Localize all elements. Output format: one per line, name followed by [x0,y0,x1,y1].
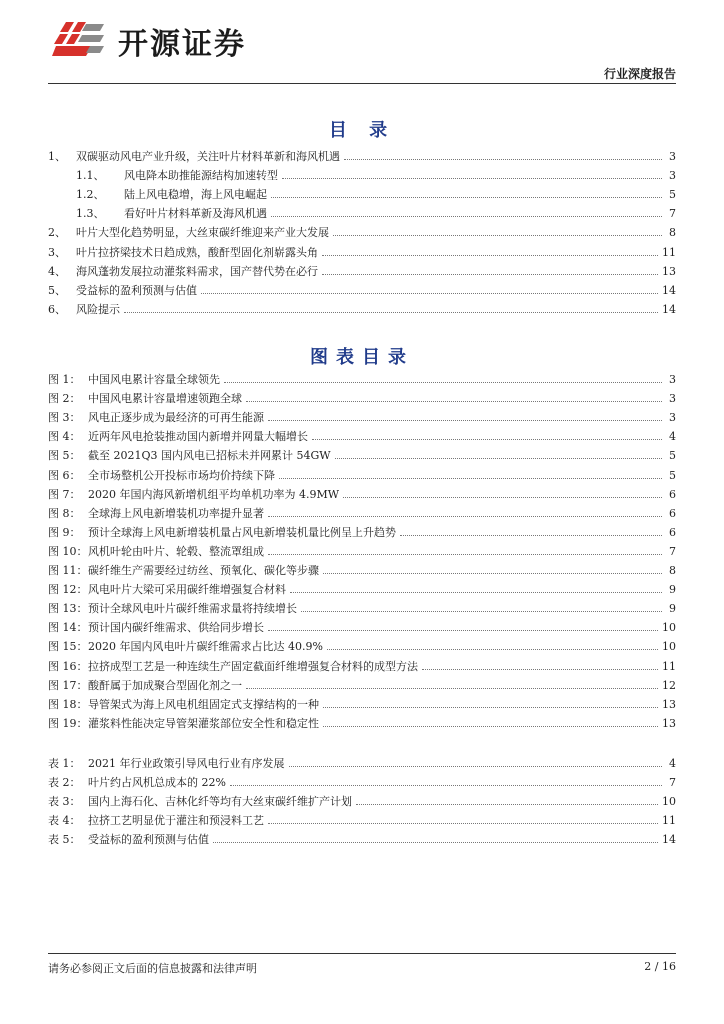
figure-entry-title: 风电叶片大梁可采用碳纤维增强复合材料 [88,583,286,597]
figure-entry-number: 图 2： [48,392,81,406]
toc-entry-title: 双碳驱动风电产业升级，关注叶片材料革新和海风机遇 [76,150,340,164]
figure-entry-number: 图 14： [48,621,88,635]
toc-entry[interactable] [48,297,676,316]
toc-entry[interactable] [48,182,676,201]
figure-entry-page: 6 [669,487,676,501]
logo-mark-icon [52,18,112,64]
figure-entry-number: 图 18： [48,697,88,711]
toc-entry-number: 1.2、 [76,188,105,202]
figure-entry[interactable] [48,558,676,577]
figure-entry-title: 全市场整机公开投标市场均价持续下降 [88,468,275,482]
toc-entry-page: 3 [669,169,676,183]
toc-entry-number: 2、 [48,226,66,240]
dot-leader [289,766,663,767]
toc-entry-number: 3、 [48,245,66,259]
figure-entry-page: 3 [669,392,676,406]
figure-entry-page: 5 [669,468,676,482]
figure-entry-title: 灌浆料性能决定导管架灌浆部位安全性和稳定性 [88,716,319,730]
dot-leader [343,497,662,498]
dot-leader [323,726,658,727]
toc-entry-page: 7 [669,207,676,221]
toc-entry[interactable] [48,201,676,220]
table-entry-title: 国内上海石化、吉林化纤等均有大丝束碳纤维扩产计划 [88,795,352,809]
dot-leader [312,439,662,440]
table-entry-page: 10 [662,795,676,809]
figure-entry-page: 9 [669,602,676,616]
figure-entry-title: 风机叶轮由叶片、轮毂、整流罩组成 [88,544,264,558]
figure-entry-number: 图 6： [48,468,81,482]
dot-leader [271,197,662,198]
dot-leader [333,235,662,236]
dot-leader [279,478,662,479]
figure-entry[interactable] [48,443,676,462]
figure-entry-number: 图 3： [48,411,81,425]
table-entry-title: 受益标的盈利预测与估值 [88,833,209,847]
figure-entry-title: 导管架式为海上风电机组固定式支撑结构的一种 [88,697,319,711]
toc-entry[interactable] [48,220,676,239]
figure-entry-title: 2020 年国内风电叶片碳纤维需求占比达 40.9% [88,640,323,654]
figures-heading: 图表目录 [310,347,414,368]
figure-entry-title: 碳纤维生产需要经过纺丝、预氧化、碳化等步骤 [88,564,319,578]
figure-entry-page: 12 [662,678,676,692]
figure-entry-title: 拉挤成型工艺是一种连续生产固定截面纤维增强复合材料的成型方法 [88,659,418,673]
toc-entry-number: 1.3、 [76,207,105,221]
toc-entry-title: 风险提示 [76,302,120,316]
figure-entry-title: 预计全球风电叶片碳纤维需求量将持续增长 [88,602,297,616]
table-entry-number: 表 4： [48,814,81,828]
figure-entry-page: 9 [669,583,676,597]
table-entry-title: 2021 年行业政策引导风电行业有序发展 [88,757,285,771]
tables-list [48,751,676,846]
figure-entry-number: 图 8： [48,506,81,520]
dot-leader [268,554,662,555]
figure-entry-number: 图 11： [48,564,88,578]
dot-leader [213,842,658,843]
company-logo [52,18,246,64]
toc-entry[interactable] [48,259,676,278]
toc-entry-page: 11 [662,245,676,259]
dot-leader [230,785,662,786]
figure-entry[interactable] [48,615,676,634]
figure-entry-number: 图 12： [48,583,88,597]
dot-leader [124,312,658,313]
figure-entry-number: 图 4： [48,430,81,444]
toc-list [48,144,676,316]
toc-entry-number: 1、 [48,150,66,164]
toc-entry-number: 5、 [48,283,66,297]
dot-leader [322,274,658,275]
dot-leader [290,592,662,593]
dot-leader [268,823,658,824]
toc-entry-title: 叶片大型化趋势明显，大丝束碳纤维迎来产业大发展 [76,226,329,240]
figure-entry-title: 预计国内碳纤维需求、供给同步增长 [88,621,264,635]
table-entry[interactable] [48,827,676,846]
toc-entry-page: 14 [662,283,676,297]
table-entry[interactable] [48,789,676,808]
dot-leader [344,159,662,160]
figure-entry-page: 4 [669,430,676,444]
figure-entry[interactable] [48,539,676,558]
figure-entry[interactable] [48,367,676,386]
figure-entry-number: 图 15： [48,640,88,654]
toc-entry-title: 看好叶片材料革新及海风机遇 [124,207,267,221]
table-entry-title: 拉挤工艺明显优于灌注和预浸料工艺 [88,814,264,828]
toc-entry-title: 叶片拉挤梁技术日趋成熟，酸酐型固化剂崭露头角 [76,245,318,259]
table-entry[interactable] [48,770,676,789]
toc-entry-page: 3 [669,150,676,164]
page-number: 2 / 16 [644,960,676,973]
dot-leader [268,630,658,631]
figure-entry[interactable] [48,577,676,596]
toc-entry-page: 14 [662,302,676,316]
toc-entry-number: 6、 [48,302,66,316]
dot-leader [268,420,662,421]
footer-disclaimer: 请务必参阅正文后面的信息披露和法律声明 [48,962,257,975]
dot-leader [335,458,662,459]
dot-leader [271,216,662,217]
logo-text: 开源证券 [118,27,246,62]
footer-divider [48,953,676,954]
figure-entry-page: 5 [669,449,676,463]
figure-entry-number: 图 5： [48,449,81,463]
dot-leader [422,669,658,670]
figure-entry-number: 图 7： [48,487,81,501]
figure-entry-title: 中国风电累计容量全球领先 [88,373,220,387]
figure-entry-page: 10 [662,621,676,635]
table-entry-number: 表 1： [48,757,81,771]
figure-entry-number: 图 19： [48,716,88,730]
figure-entry-page: 11 [662,659,676,673]
toc-entry-number: 1.1、 [76,169,105,183]
figure-entry[interactable] [48,711,676,730]
figure-entry-number: 图 10： [48,544,88,558]
figure-entry[interactable] [48,653,676,672]
figure-entry-title: 2020 年国内海风新增机组平均单机功率为 4.9MW [88,487,340,501]
dot-leader [327,649,658,650]
figure-entry-number: 图 17： [48,678,88,692]
table-entry-page: 14 [662,833,676,847]
figure-entry[interactable] [48,424,676,443]
figure-entry[interactable] [48,501,676,520]
figure-entry-title: 截至 2021Q3 国内风电已招标未并网累计 54GW [88,449,331,463]
table-entry-number: 表 5： [48,833,81,847]
dot-leader [323,707,658,708]
figure-entry-title: 近两年风电抢装推动国内新增并网量大幅增长 [88,430,308,444]
table-entry-page: 11 [662,814,676,828]
figure-entry-title: 预计全球海上风电新增装机量占风电新增装机量比例呈上升趋势 [88,525,396,539]
figure-entry[interactable] [48,596,676,615]
figure-entry-page: 6 [669,506,676,520]
header-divider [48,83,676,84]
figure-entry[interactable] [48,673,676,692]
table-entry-page: 4 [669,757,676,771]
figure-entry[interactable] [48,482,676,501]
table-entry[interactable] [48,808,676,827]
figure-entry[interactable] [48,634,676,653]
figure-entry-page: 6 [669,525,676,539]
dot-leader [356,804,658,805]
figure-entry-number: 图 9： [48,525,81,539]
figure-entry-number: 图 1： [48,373,81,387]
toc-heading: 目 录 [328,120,396,141]
figure-entry-page: 13 [662,716,676,730]
figure-entry-title: 风电正逐步成为最经济的可再生能源 [88,411,264,425]
table-entry-page: 7 [669,776,676,790]
dot-leader [400,535,662,536]
toc-entry-number: 4、 [48,264,66,278]
toc-entry-title: 海风蓬勃发展拉动灌浆料需求，国产替代势在必行 [76,264,318,278]
figures-list [48,367,676,730]
figure-entry-page: 13 [662,697,676,711]
table-entry[interactable] [48,751,676,770]
figure-entry-title: 酸酐属于加成聚合型固化剂之一 [88,678,242,692]
figure-entry-page: 8 [669,564,676,578]
dot-leader [268,516,662,517]
dot-leader [201,293,658,294]
dot-leader [282,178,662,179]
figure-entry-page: 7 [669,544,676,558]
toc-entry[interactable] [48,144,676,163]
toc-entry-page: 13 [662,264,676,278]
dot-leader [322,255,658,256]
figure-entry[interactable] [48,405,676,424]
dot-leader [246,688,658,689]
toc-entry-page: 5 [669,188,676,202]
figure-entry[interactable] [48,462,676,481]
table-entry-number: 表 2： [48,776,81,790]
toc-entry-page: 8 [669,226,676,240]
report-type-label: 行业深度报告 [603,67,676,81]
figure-entry[interactable] [48,692,676,711]
dot-leader [224,382,662,383]
toc-entry-title: 受益标的盈利预测与估值 [76,283,197,297]
toc-entry[interactable] [48,239,676,258]
dot-leader [246,401,662,402]
toc-entry-title: 风电降本助推能源结构加速转型 [124,169,278,183]
table-entry-number: 表 3： [48,795,81,809]
toc-entry-title: 陆上风电稳增，海上风电崛起 [124,188,267,202]
table-entry-title: 叶片约占风机总成本的 22% [88,776,226,790]
toc-entry[interactable] [48,278,676,297]
dot-leader [301,611,662,612]
figure-entry-page: 3 [669,411,676,425]
figure-entry-number: 图 13： [48,602,88,616]
figure-entry-page: 3 [669,373,676,387]
figure-entry-number: 图 16： [48,659,88,673]
figure-entry-page: 10 [662,640,676,654]
figure-entry[interactable] [48,386,676,405]
figure-entry-title: 中国风电累计容量增速领跑全球 [88,392,242,406]
toc-entry[interactable] [48,163,676,182]
page-header [0,0,724,90]
figure-entry-title: 全球海上风电新增装机功率提升显著 [88,506,264,520]
dot-leader [323,573,662,574]
figure-entry[interactable] [48,520,676,539]
